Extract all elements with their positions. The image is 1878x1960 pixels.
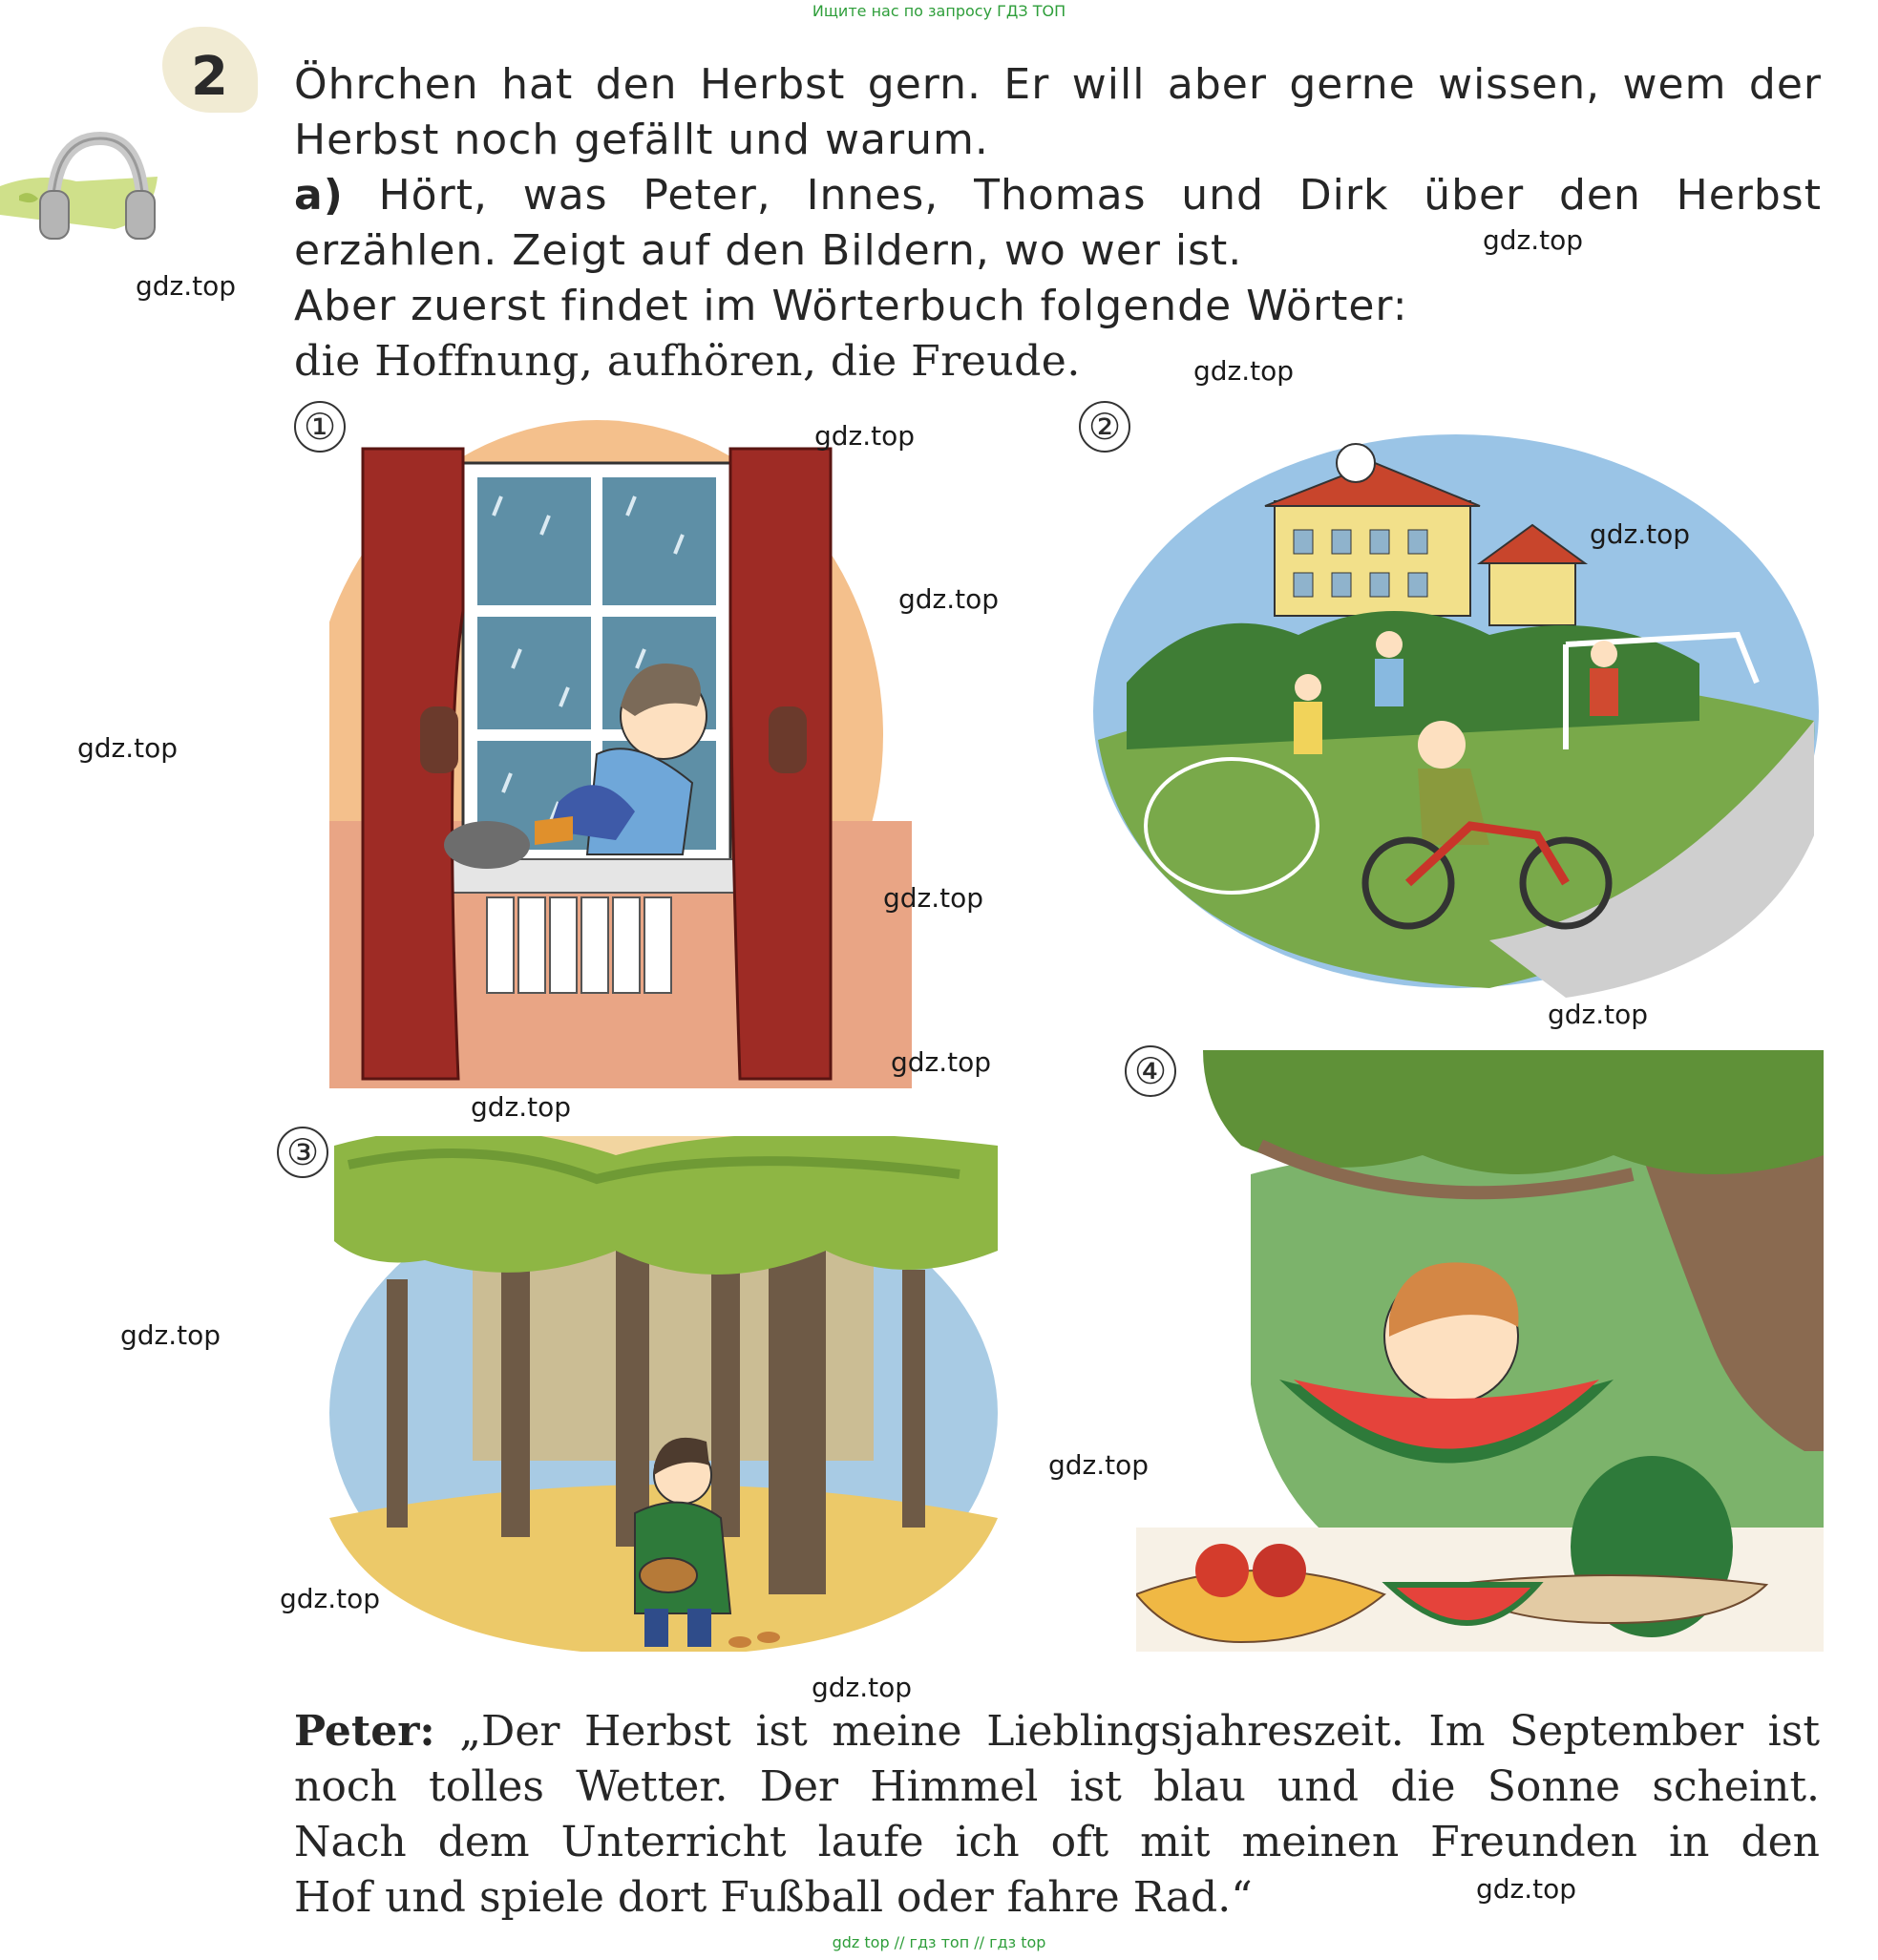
- task-number: 2: [191, 46, 228, 108]
- peter-line-3: Nach dem Unterricht laufe ich oft mit meinen Freunden in den: [294, 1818, 1820, 1866]
- peter-text: [294, 1704, 1820, 1926]
- instruction-line-1: Öhrchen hat den Herbst gern. Er will aber gerne wissen, wem der: [294, 60, 1822, 109]
- speaker-peter: Peter:: [294, 1707, 435, 1756]
- watermark: gdz.top: [120, 1319, 222, 1351]
- vocabulary-words: die Hoffnung, aufhören, die Freude.: [294, 337, 1081, 386]
- picture-2-number: ②: [1079, 401, 1130, 453]
- watermark: gdz.top: [1590, 518, 1691, 550]
- watermark: gdz.top: [136, 270, 237, 302]
- watermark: gdz.top: [883, 882, 984, 914]
- watermark: gdz.top: [1483, 224, 1584, 256]
- bottom-banner[interactable]: gdz top // гдз топ // гдз top: [832, 1933, 1046, 1951]
- watermark: gdz.top: [280, 1583, 381, 1614]
- picture-1-rainy-window[interactable]: [329, 420, 912, 1088]
- picture-1-number: ①: [294, 401, 346, 453]
- instruction-line-2: Herbst noch gefällt und warum.: [294, 116, 989, 164]
- picture-2-football-field[interactable]: [1088, 434, 1824, 998]
- instruction-line-3-text: Hört, was Peter, Innes, Thomas und Dirk über den Herbst: [378, 171, 1822, 220]
- watermark: gdz.top: [891, 1046, 992, 1078]
- peter-line-1-text: „Der Herbst ist meine Lieblingsjahreszeit. Im September ist: [459, 1707, 1820, 1756]
- instruction-line-5: Aber zuerst findet im Wörterbuch folgende Wörter:: [294, 282, 1408, 330]
- instruction-line-4: erzählen. Zeigt auf den Bildern, wo wer ist.: [294, 226, 1243, 275]
- top-banner[interactable]: Ищите нас по запросу ГДЗ ТОП: [812, 2, 1066, 20]
- picture-4-watermelon[interactable]: [1136, 1050, 1824, 1690]
- watermark: gdz.top: [812, 1672, 913, 1703]
- picture-4-number: ④: [1125, 1045, 1176, 1097]
- watermark: gdz.top: [1548, 999, 1649, 1030]
- watermark: gdz.top: [1476, 1873, 1577, 1905]
- peter-line-1: [294, 1704, 1820, 1760]
- headphones-icon[interactable]: [0, 124, 162, 248]
- picture-3-forest[interactable]: [329, 1136, 998, 1652]
- watermark: gdz.top: [471, 1091, 572, 1123]
- peter-line-2: noch tolles Wetter. Der Himmel ist blau und die Sonne scheint.: [294, 1762, 1820, 1811]
- exercise-label-a: a): [294, 171, 344, 220]
- instruction-line-3: [294, 168, 1822, 223]
- watermark: gdz.top: [898, 583, 1000, 615]
- watermark: gdz.top: [1048, 1449, 1150, 1481]
- watermark: gdz.top: [814, 420, 916, 452]
- peter-line-4: Hof und spiele dort Fußball oder fahre Rad.“: [294, 1873, 1253, 1922]
- watermark: gdz.top: [77, 732, 179, 764]
- picture-3-number: ③: [277, 1127, 328, 1178]
- watermark: gdz.top: [1193, 355, 1295, 387]
